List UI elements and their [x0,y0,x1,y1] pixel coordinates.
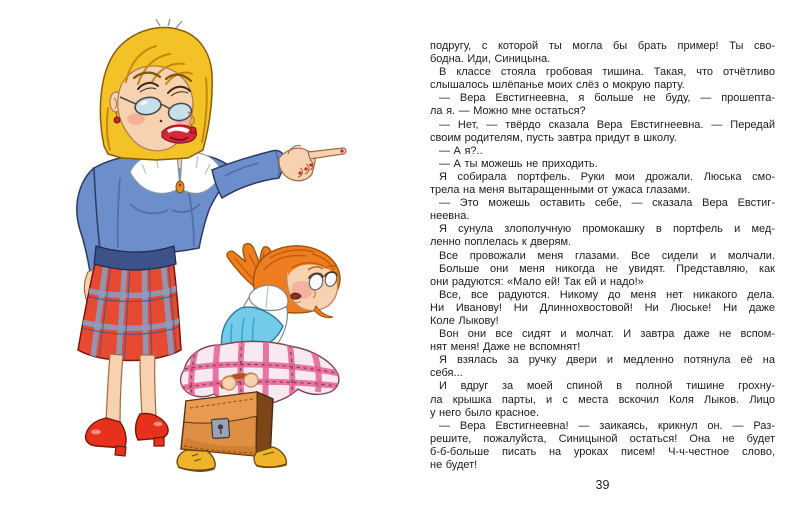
teacher-earring-right [190,127,196,133]
teacher-brooch [176,181,184,193]
text-line: Я взялась за ручку двери и медленно потянула её на [439,354,775,367]
text-line: — А ты можешь не приходить. [439,157,598,170]
text-line: В классе стояла гробовая тишина. Такая, что отчётливо [439,66,775,79]
text-line: неевна. [430,210,470,223]
teacher-pointing-arm [212,145,346,198]
story-text [430,40,775,472]
text-line: у него было красное. [430,406,540,419]
text-line: трела на меня вытаращенными от ужаса глазами. [430,184,691,197]
text-line: — Вера Евстигнеевна! — заикаясь, крикнул он. — Раз- [439,419,775,432]
text-line: не будет! [430,459,478,471]
text-line: слышалось шлёпанье моих слёз о мокрую парту. [430,79,685,92]
girl-figure [177,244,342,472]
text-line: Коле Лыкову! [430,314,499,327]
briefcase-clasp [211,418,229,438]
text-line: подругу, с которой ты могла бы брать пример! Ты сво- [430,40,775,52]
text-line: Я собирала портфель. Руки мои дрожали. Люська смо- [439,170,775,183]
text-line: Все, все радуются. Никому до меня нет никакого дела. [439,288,775,301]
text-line: — Это можешь оставить себе, — сказала Вера Евстиг- [439,197,775,210]
text-line: ла я. — Можно мне остаться? [430,105,586,118]
illustration-teacher-and-girl [60,18,380,478]
text-line: б-б-больше писать на уроках писем! Ч-ч-честное слово, [430,445,775,458]
text-line: бодна. Иди, Синицына. [430,53,551,66]
text-line: — Вера Евстигнеевна, я больше не буду, — прошепта- [439,92,775,105]
text-line: Ни Иванову! Ни Длиннохвостовой! Ни Люське! Ни даже [430,301,775,314]
teacher-earring-left [114,117,120,123]
text-line: — А я?.. [439,144,483,157]
text-line: Все провожали меня глазами. Все сидели и молчали. [439,249,775,262]
teacher-head [100,19,212,160]
page-number: 39 [595,478,610,492]
text-line: Я сунула злополучную промокашку в портфель и мед- [439,223,775,236]
text-line: решите, пожалуйста, Синицыной остаться! Она не будет [430,432,775,445]
teacher-shoes [85,413,168,456]
text-line: ленно поплелась к дверям. [430,236,572,249]
text-line: Вон они все сидят и молчат. И завтра даже не вспом- [439,328,775,341]
text-line: ла крышка парты, и с места вскочил Коля Лыков. Лицо [430,393,775,406]
teacher-legs [106,354,156,422]
text-line: они радуются: «Мало ей! Так ей и надо!» [430,275,644,288]
text-line: И вдруг за моей спиной в полной тишине грохну- [439,380,775,393]
girl-mouth [291,293,301,299]
text-line: Больше они меня никогда не увидят. Представляю, как [439,262,775,275]
teacher-pointing-hand [279,145,346,180]
text-line: нят меня! Даже не вспомнят! [430,341,581,354]
text-line: своим родителям, пусть завтра придут в школу. [430,131,677,144]
text-line: — Нет, — твёрдо сказала Вера Евстигнеевна. — Передай [439,118,775,131]
text-line: себя... [430,367,463,380]
